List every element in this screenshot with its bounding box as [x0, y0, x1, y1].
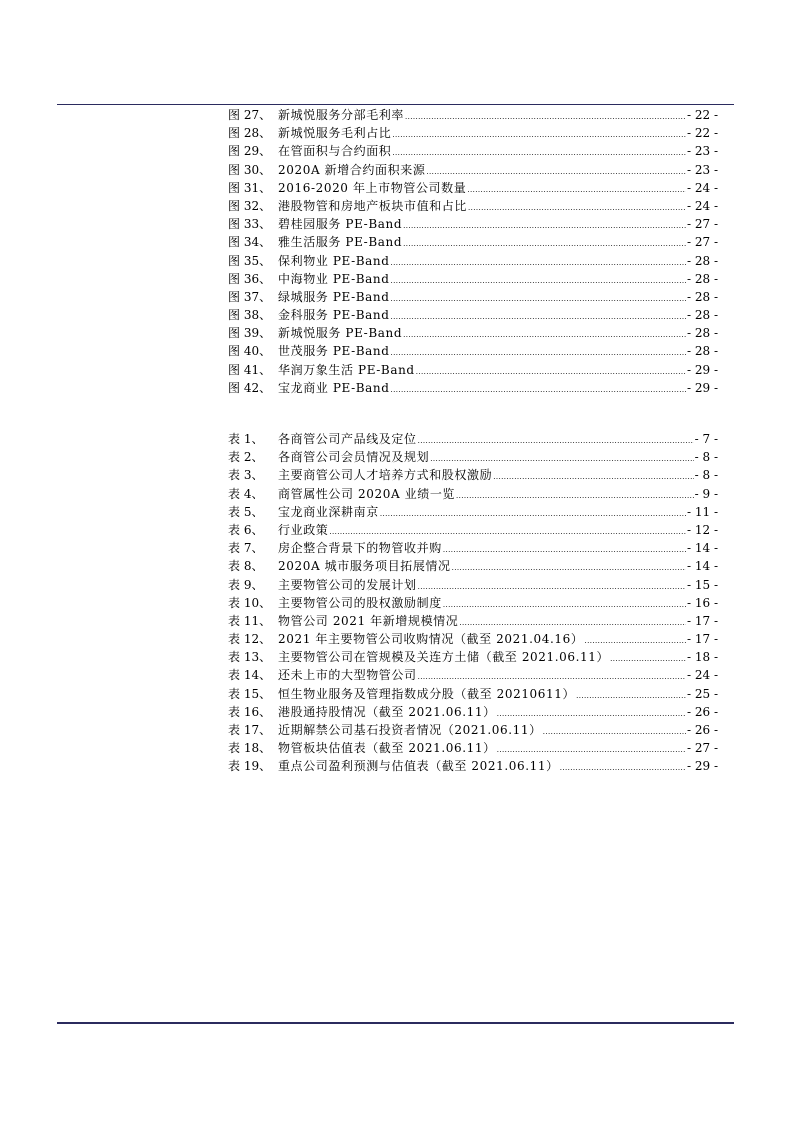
dot-leader — [576, 687, 686, 705]
table-entry[interactable] — [228, 485, 718, 503]
table-entry[interactable] — [228, 503, 718, 521]
entry-number: 表 12、 — [228, 632, 272, 647]
entry-title: 物管公司 2021 年新增规模情况 — [278, 613, 459, 628]
dot-leader — [456, 487, 694, 505]
table-entry[interactable] — [228, 539, 718, 557]
entry-title: 行业政策 — [278, 522, 329, 537]
entry-number: 表 4、 — [228, 486, 264, 501]
entry-number: 表 1、 — [228, 432, 264, 446]
entry-number: 图 30、 — [228, 162, 272, 177]
table-entry[interactable] — [228, 666, 718, 684]
entry-page-number: - 22 - — [686, 108, 718, 122]
entry-number: 表 13、 — [228, 650, 272, 665]
entry-number: 图 27、 — [228, 108, 272, 122]
entry-page-number: - 15 - — [686, 577, 718, 592]
entry-number: 表 16、 — [228, 704, 272, 719]
entry-page-number: - 28 - — [686, 289, 718, 304]
figure-entry[interactable] — [228, 252, 718, 270]
table-entry[interactable] — [228, 703, 718, 721]
figure-entry[interactable] — [228, 233, 718, 251]
figure-entry[interactable] — [228, 142, 718, 160]
entry-page-number: - 16 - — [686, 595, 718, 610]
entry-title: 新城悦服务 PE-Band — [278, 326, 403, 341]
entry-page-number: - 7 - — [694, 432, 718, 446]
entry-page-number: - 23 - — [686, 144, 718, 159]
table-entry[interactable] — [228, 576, 718, 594]
entry-page-number: - 8 - — [694, 450, 718, 465]
dot-leader — [391, 344, 686, 362]
entry-page-number: - 12 - — [686, 522, 718, 537]
entry-page-number: - 26 - — [686, 723, 718, 737]
figure-entry[interactable] — [228, 197, 718, 215]
entry-page-number: - 23 - — [686, 162, 718, 177]
table-entry[interactable] — [228, 648, 718, 666]
entry-title: 2021 年主要物管公司收购情况（截至 2021.04.16） — [278, 632, 584, 647]
entry-title: 还未上市的大型物管公司 — [278, 668, 417, 683]
dot-leader — [403, 326, 686, 344]
dot-leader — [391, 254, 686, 272]
entry-number: 表 7、 — [228, 541, 264, 556]
entry-title: 房企整合背景下的物管收并购 — [278, 541, 442, 556]
entry-number: 表 2、 — [228, 450, 264, 465]
table-entry[interactable] — [228, 739, 718, 757]
entry-page-number: - 22 - — [686, 126, 718, 141]
entry-title: 宝龙商业 PE-Band — [278, 380, 390, 395]
footer-rule — [57, 1022, 734, 1024]
entry-title: 各商管公司会员情况及规划 — [278, 450, 430, 465]
dot-leader — [405, 108, 686, 126]
figure-entry[interactable] — [228, 324, 718, 342]
figure-entry[interactable] — [228, 379, 718, 397]
entry-page-number: - 11 - — [686, 504, 718, 519]
entry-page-number: - 29 - — [686, 362, 718, 377]
entry-number: 表 17、 — [228, 723, 272, 737]
entry-page-number: - 26 - — [686, 704, 718, 719]
entry-title: 物管板块估值表（截至 2021.06.11） — [278, 741, 496, 756]
entry-title: 主要商管公司人才培养方式和股权激励 — [278, 468, 493, 483]
entry-page-number: - 28 - — [686, 253, 718, 268]
entry-page-number: - 17 - — [686, 632, 718, 647]
figure-entry[interactable] — [228, 342, 718, 360]
entry-page-number: - 28 - — [686, 271, 718, 286]
dot-leader — [493, 468, 693, 486]
table-entry[interactable] — [228, 521, 718, 539]
figure-entry[interactable] — [228, 288, 718, 306]
entry-number: 图 38、 — [228, 308, 272, 323]
figure-entry[interactable] — [228, 270, 718, 288]
entry-number: 图 40、 — [228, 344, 272, 359]
entry-page-number: - 25 - — [686, 686, 718, 701]
entry-title: 主要物管公司在管规模及关连方土储（截至 2021.06.11） — [278, 650, 610, 665]
entry-number: 表 15、 — [228, 686, 272, 701]
dot-leader — [403, 235, 686, 253]
table-entry[interactable] — [228, 721, 718, 739]
entry-page-number: - 28 - — [686, 308, 718, 323]
entry-title: 港股物管和房地产板块市值和占比 — [278, 198, 468, 213]
entry-title: 新城悦服务分部毛利率 — [278, 108, 405, 122]
dot-leader — [391, 272, 686, 290]
entry-page-number: - 14 - — [686, 541, 718, 556]
entry-number: 图 29、 — [228, 144, 272, 159]
dot-leader — [468, 199, 686, 217]
dot-leader — [418, 578, 686, 596]
entry-page-number: - 9 - — [694, 486, 718, 501]
entry-title: 2016-2020 年上市物管公司数量 — [278, 180, 467, 195]
entry-number: 表 10、 — [228, 595, 272, 610]
table-entry[interactable] — [228, 594, 718, 612]
entry-number: 图 42、 — [228, 380, 272, 395]
entry-title: 各商管公司产品线及定位 — [278, 432, 417, 446]
table-entry[interactable] — [228, 685, 718, 703]
entry-title: 近期解禁公司基石投资者情况（2021.06.11） — [278, 723, 542, 737]
entry-page-number: - 27 - — [686, 217, 718, 232]
entry-page-number: - 24 - — [686, 668, 718, 683]
dot-leader — [391, 308, 686, 326]
table-entry[interactable] — [228, 557, 718, 575]
entry-title: 2020A 城市服务项目拓展情况 — [278, 559, 451, 574]
entry-page-number: - 24 - — [686, 180, 718, 195]
entry-title: 商管属性公司 2020A 业绩一览 — [278, 486, 456, 501]
table-entry[interactable] — [228, 757, 718, 775]
table-entry[interactable] — [228, 448, 718, 466]
header-rule — [57, 104, 734, 105]
entry-number: 表 11、 — [228, 613, 272, 628]
entry-title: 宝龙商业深耕南京 — [278, 504, 379, 519]
dot-leader — [610, 650, 686, 668]
dot-leader — [543, 723, 686, 741]
table-index-list — [228, 430, 718, 776]
entry-number: 图 32、 — [228, 198, 272, 213]
entry-number: 图 33、 — [228, 217, 272, 232]
entry-page-number: - 27 - — [686, 235, 718, 250]
entry-number: 表 14、 — [228, 668, 272, 683]
entry-title: 主要物管公司的发展计划 — [278, 577, 417, 592]
dot-leader — [380, 505, 686, 523]
dot-leader — [391, 381, 686, 399]
entry-number: 表 5、 — [228, 504, 264, 519]
entry-title: 中海物业 PE-Band — [278, 271, 390, 286]
entry-page-number: - 29 - — [686, 380, 718, 395]
entry-number: 图 34、 — [228, 235, 272, 250]
figure-entry[interactable] — [228, 215, 718, 233]
entry-title: 港股通持股情况（截至 2021.06.11） — [278, 704, 496, 719]
entry-page-number: - 8 - — [694, 468, 718, 483]
figure-entry[interactable] — [228, 361, 718, 379]
dot-leader — [452, 559, 686, 577]
entry-page-number: - 28 - — [686, 344, 718, 359]
figure-entry[interactable] — [228, 106, 718, 124]
figure-entry[interactable] — [228, 306, 718, 324]
entry-page-number: - 29 - — [686, 759, 718, 774]
table-entry[interactable] — [228, 612, 718, 630]
dot-leader — [392, 126, 686, 144]
entry-title: 华润万象生活 PE-Band — [278, 362, 415, 377]
entry-page-number: - 27 - — [686, 741, 718, 756]
entry-page-number: - 17 - — [686, 613, 718, 628]
table-entry[interactable] — [228, 630, 718, 648]
dot-leader — [443, 596, 686, 614]
dot-leader — [443, 541, 686, 559]
entry-title: 绿城服务 PE-Band — [278, 289, 390, 304]
entry-title: 主要物管公司的股权激励制度 — [278, 595, 442, 610]
dot-leader — [560, 759, 686, 777]
dot-leader — [391, 290, 686, 308]
dot-leader — [418, 432, 694, 450]
entry-number: 表 3、 — [228, 468, 264, 483]
entry-number: 表 18、 — [228, 741, 272, 756]
figure-entry[interactable] — [228, 161, 718, 179]
entry-number: 图 41、 — [228, 362, 272, 377]
dot-leader — [403, 217, 686, 235]
entry-page-number: - 24 - — [686, 198, 718, 213]
entry-title: 在管面积与合约面积 — [278, 144, 392, 159]
entry-number: 表 8、 — [228, 559, 264, 574]
entry-number: 图 31、 — [228, 180, 272, 195]
entry-title: 新城悦服务毛利占比 — [278, 126, 392, 141]
entry-page-number: - 28 - — [686, 326, 718, 341]
entry-title: 碧桂园服务 PE-Band — [278, 217, 403, 232]
figure-entry[interactable] — [228, 179, 718, 197]
table-entry[interactable] — [228, 466, 718, 484]
entry-number: 图 37、 — [228, 289, 272, 304]
figure-entry[interactable] — [228, 124, 718, 142]
entry-page-number: - 14 - — [686, 559, 718, 574]
entry-number: 表 9、 — [228, 577, 264, 592]
entry-title: 金科服务 PE-Band — [278, 308, 390, 323]
entry-title: 世茂服务 PE-Band — [278, 344, 390, 359]
entry-number: 图 36、 — [228, 271, 272, 286]
entry-title: 雅生活服务 PE-Band — [278, 235, 403, 250]
dot-leader — [392, 144, 686, 162]
table-entry[interactable] — [228, 430, 718, 448]
entry-number: 表 19、 — [228, 759, 272, 774]
entry-title: 恒生物业服务及管理指数成分股（截至 20210611） — [278, 686, 576, 701]
entry-number: 表 6、 — [228, 522, 264, 537]
entry-number: 图 39、 — [228, 326, 272, 341]
entry-title: 保利物业 PE-Band — [278, 253, 390, 268]
entry-title: 重点公司盈利预测与估值表（截至 2021.06.11） — [278, 759, 559, 774]
dot-leader — [416, 363, 686, 381]
entry-page-number: - 18 - — [686, 650, 718, 665]
dot-leader — [467, 181, 686, 199]
entry-number: 图 35、 — [228, 253, 272, 268]
entry-title: 2020A 新增合约面积来源 — [278, 162, 426, 177]
entry-number: 图 28、 — [228, 126, 272, 141]
figure-index-list — [228, 106, 718, 397]
